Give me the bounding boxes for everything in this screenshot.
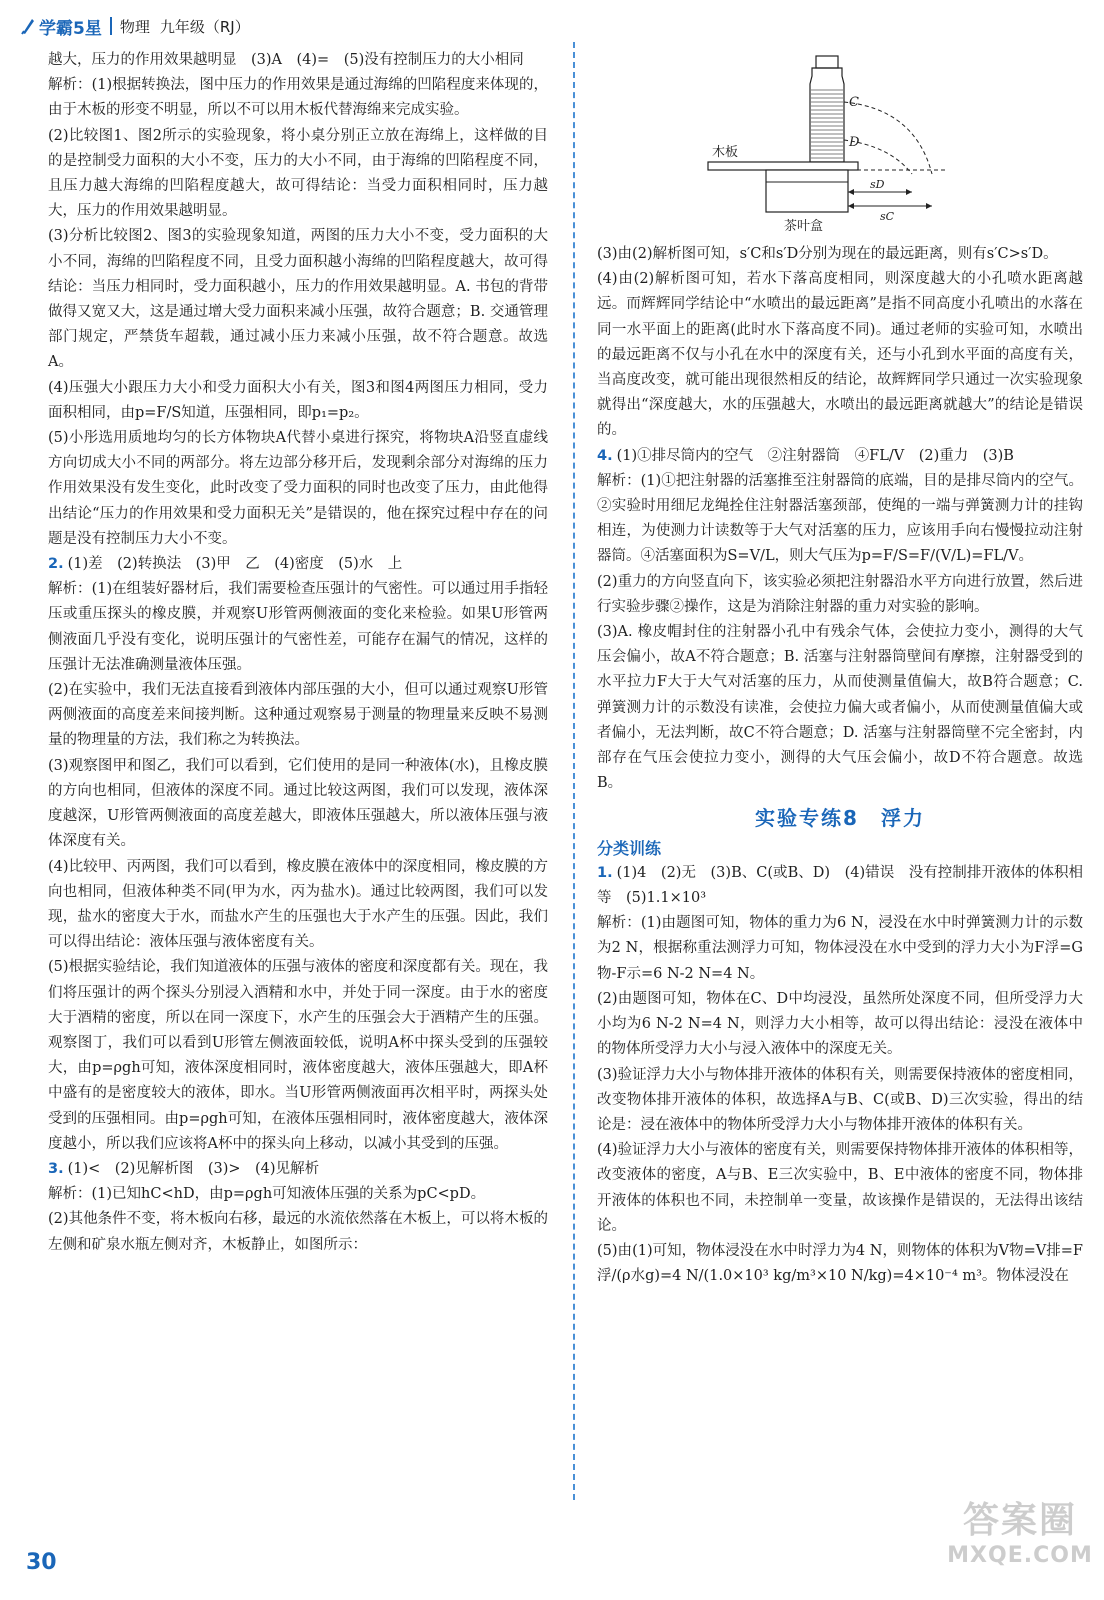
sub-title: 分类训练	[597, 838, 662, 858]
paragraph: 解析：(1)在组装好器材后，我们需要检查压强计的气密性。可以通过用手指轻压或重压探头的橡皮膜，并观察U形管两侧液面的变化来检验。如果U形管两侧液面几乎没有变化，说明压强计的气密性差，可能存在漏气的情况，这样的压强计无法准确测量液体压强。	[48, 581, 548, 673]
sc-label: sC	[880, 210, 895, 223]
watermark-bottom: MXQE.COM	[947, 1543, 1093, 1568]
answer-text: (1)①排尽筒内的空气 ②注射器筒 ④FL/V (2)重力 (3)B	[616, 447, 1014, 464]
answer-text: (1)< (2)见解析图 (3)> (4)见解析	[67, 1160, 320, 1177]
left-column	[48, 48, 548, 1258]
paragraph: (2)其他条件不变，将木板向右移，最远的水流依然落在木板上，可以将木板的左侧和矿泉水瓶左侧对齐，木板静止，如图所示：	[48, 1211, 548, 1253]
paragraph: (4)由(2)解析图可知，若水下落高度相同，则深度越大的小孔喷水距离越远。而辉辉同学结论中“水喷出的最远距离”是指不同高度小孔喷出的水落在同一水平面上的距离(此时水下落高度不同)。通过老师的实验可知，水喷出的最远距离不仅与小孔在水中的深度有关，还与小孔到水平面的高度有关，当高度改变，就可能出现很然相反的结论，故辉辉同学只通过一次实验现象就得出“深度越大，水的压强越大，水喷出的最远距离就越大”的结论是错误的。	[597, 271, 1083, 439]
page-number: 30	[26, 1550, 57, 1575]
sd-label: sD	[870, 178, 885, 191]
question-number: 2.	[48, 556, 64, 573]
header-subject: 物理	[119, 17, 150, 36]
paragraph: (3)分析比较图2、图3的实验现象知道，两图的压力大小不变，受力面积的大小不同，海绵的凹陷程度不同，且受力面积越小海绵的凹陷程度越大，故可得结论：当压力相同时，受力面积越小，压力的作用效果越明显。A. 书包的背带做得又宽又大，这是通过增大受力面积来减小压强，故符合题意；B. 交通管理部门规定，严禁货车超载，通过减小压力来减小压强，故不符合题意。故选A。	[48, 228, 548, 371]
paragraph: (2)由题图可知，物体在C、D中均浸没，虽然所处深度不同，但所受浮力大小均为6 N-2 N=4 N，则浮力大小相等，故可以得出结论：浸没在液体中的物体所受浮力大小与浸入液体中的深度无关。	[597, 990, 1083, 1058]
paragraph: (3)观察图甲和图乙，我们可以看到，它们使用的是同一种液体(水)，且橡皮膜的方向也相同，但液体的深度不同。通过比较这两图，我们可以发现，液体深度越深，U形管两侧液面的高度差越大，即液体压强越大，所以液体压强与液体深度有关。	[48, 757, 548, 850]
paragraph: 越大，压力的作用效果越明显 (3)A (4)= (5)没有控制压力的大小相同	[48, 52, 524, 68]
box-label: 茶叶盒	[784, 219, 824, 234]
paragraph: (2)比较图1、图2所示的实验现象，将小桌分别正立放在海绵上，这样做的目的是控制受力面积的大小不变，压力的大小不同，由于海绵的凹陷程度不同，且压力越大海绵的凹陷程度越大，故可得结论：当受力面积相同时，压力越大，压力的作用效果越明显。	[48, 127, 548, 220]
question-number: 3.	[48, 1160, 64, 1177]
question-number: 1.	[597, 864, 613, 881]
point-d-label: D	[849, 135, 860, 150]
experiment-figure	[700, 54, 950, 239]
brand-name: 学霸5星	[39, 18, 102, 39]
paragraph: (4)压强大小跟压力大小和受力面积大小有关，图3和图4两图压力相同，受力面积相同，由p=F/S知道，压强相同，即p₁=p₂。	[48, 379, 548, 421]
right-column	[597, 242, 1083, 1289]
paragraph: (3)A. 橡皮帽封住的注射器小孔中有残余气体，会使拉力变小，测得的大气压会偏小，故A不符合题意；B. 活塞与注射器筒壁间有摩擦，注射器受到的水平拉力F大于大气对活塞的压力，从而使测量值偏大，故B符合题意；C. 弹簧测力计的示数没有读准，会使拉力偏大或者偏小，从而使测量值偏大或者偏小，无法判断，故C不符合题意；D. 活塞与注射器筒壁不完全密封，内部存在气压会使拉力变小，测得的大气压会偏小，故D不符合题意。故选B。	[597, 624, 1083, 792]
paragraph: 解析：(1)已知hC<hD，由p=ρgh可知液体压强的关系为pC<pD。	[48, 1186, 486, 1203]
paragraph: (2)在实验中，我们无法直接看到液体内部压强的大小，但可以通过观察U形管两侧液面的高度差来间接判断。这种通过观察易于测量的物理量来反映不易测量的物理量的方法，我们称之为转换法。	[48, 682, 548, 749]
answer-line	[48, 1157, 548, 1182]
answer-line	[597, 861, 1083, 911]
paragraph: (3)由(2)解析图可知，s′C和s′D分别为现在的最远距离，则有s′C>s′D。	[597, 246, 1058, 262]
answer-text: (1)4 (2)无 (3)B、C(或B、D) (4)错误 没有控制排开液体的体积相等 (5)1.1×10³	[597, 864, 1083, 907]
paragraph: 解析：(1)由题图可知，物体的重力为6 N，浸没在水中时弹簧测力计的示数为2 N，根据称重法测浮力可知，物体浸没在水中受到的浮力大小为F浮=G物-F示=6 N-2 N=4 N。	[597, 915, 1083, 982]
paragraph: 解析：(1)①把注射器的活塞推至注射器筒的底端，目的是排尽筒内的空气。②实验时用细尼龙绳拴住注射器活塞颈部，使绳的一端与弹簧测力计的挂钩相连，为使测力计读数等于大气对活塞的压力，应该用手向右慢慢拉动注射器筒。④活塞面积为S=V/L，则大气压为p=F/S=F/(V/L)=FL/V。	[597, 472, 1083, 565]
answer-line	[597, 444, 1083, 469]
paragraph: (5)小彤选用质地均匀的长方体物块A代替小桌进行探究，将物块A沿竖直虚线方向切成大小不同的两部分。将左边部分移开后，发现剩余部分对海绵的压力作用效果没有发生变化，此时改变了受力面积的同时也改变了压力，由此他得出结论“压力的作用效果和受力面积无关”是错误的，他在探究过程中存在的问题是没有控制压力大小不变。	[48, 430, 548, 547]
site-watermark	[947, 1470, 1093, 1590]
column-divider	[573, 42, 575, 1500]
paragraph: (2)重力的方向竖直向下，该实验必须把注射器沿水平方向进行放置，然后进行实验步骤②操作，这是为消除注射器的重力对实验的影响。	[597, 573, 1083, 615]
watermark-top: 答案圈	[962, 1500, 1077, 1541]
header-separator	[110, 17, 112, 35]
question-number: 4.	[597, 447, 613, 464]
pen-icon	[20, 17, 36, 35]
answer-text: (1)差 (2)转换法 (3)甲 乙 (4)密度 (5)水 上	[67, 556, 403, 573]
point-c-label: C	[849, 95, 859, 110]
page-header	[20, 14, 250, 38]
header-grade: 九年级（RJ）	[159, 17, 250, 36]
paragraph: 解析：(1)根据转换法，图中压力的作用效果是通过海绵的凹陷程度来体现的，由于木板的形变不明显，所以不可以用木板代替海绵来完成实验。	[48, 77, 548, 119]
section-title: 实验专练8 浮力	[755, 806, 925, 831]
paragraph: (4)验证浮力大小与液体的密度有关，则需要保持物体排开液体的体积相等，改变液体的密度，A与B、E三次实验中，B、E中液体的密度不同，物体排开液体的体积也不同，未控制单一变量，故该操作是错误的，无法得出该结论。	[597, 1142, 1083, 1234]
brand-logo	[20, 14, 102, 39]
paragraph: (3)验证浮力大小与物体排开液体的体积有关，则需要保持液体的密度相同，改变物体排开液体的体积，故选择A与B、C(或B、D)三次实验，得出的结论是：浸在液体中的物体所受浮力大小与物体排开液体的体积有关。	[597, 1066, 1083, 1133]
paragraph: (5)根据实验结论，我们知道液体的压强与液体的密度和深度都有关。现在，我们将压强计的两个探头分别浸入酒精和水中，并处于同一深度。由于水的密度大于酒精的密度，所以在同一深度下，水产生的压强会大于酒精产生的压强。观察图丁，我们可以看到U形管左侧液面较低，说明A杯中探头受到的压强较大，由p=ρgh可知，液体深度相同时，液体密度越大，液体压强越大，即A杯中盛有的是密度较大的液体，即水。当U形管两侧液面再次相平时，两探头处受到的压强相同。由p=ρgh可知，在液体压强相同时，液体密度越大，液体深度越小，所以我们应该将A杯中的探头向上移动，以减小其受到的压强。	[48, 959, 548, 1152]
board-label: 木板	[712, 145, 739, 160]
paragraph: (4)比较甲、丙两图，我们可以看到，橡皮膜在液体中的深度相同，橡皮膜的方向也相同，但液体种类不同(甲为水，丙为盐水)。通过比较两图，我们可以发现，盐水的密度大于水，而盐水产生的压强也大于水产生的压强。因此，我们可以得出结论：液体压强与液体密度有关。	[48, 858, 548, 951]
paragraph: (5)由(1)可知，物体浸没在水中时浮力为4 N，则物体的体积为V物=V排=F浮/(ρ水g)=4 N/(1.0×10³ kg/m³×10 N/kg)=4×10⁻⁴ m³。物体浸没在	[597, 1242, 1083, 1285]
answer-line	[48, 552, 548, 577]
